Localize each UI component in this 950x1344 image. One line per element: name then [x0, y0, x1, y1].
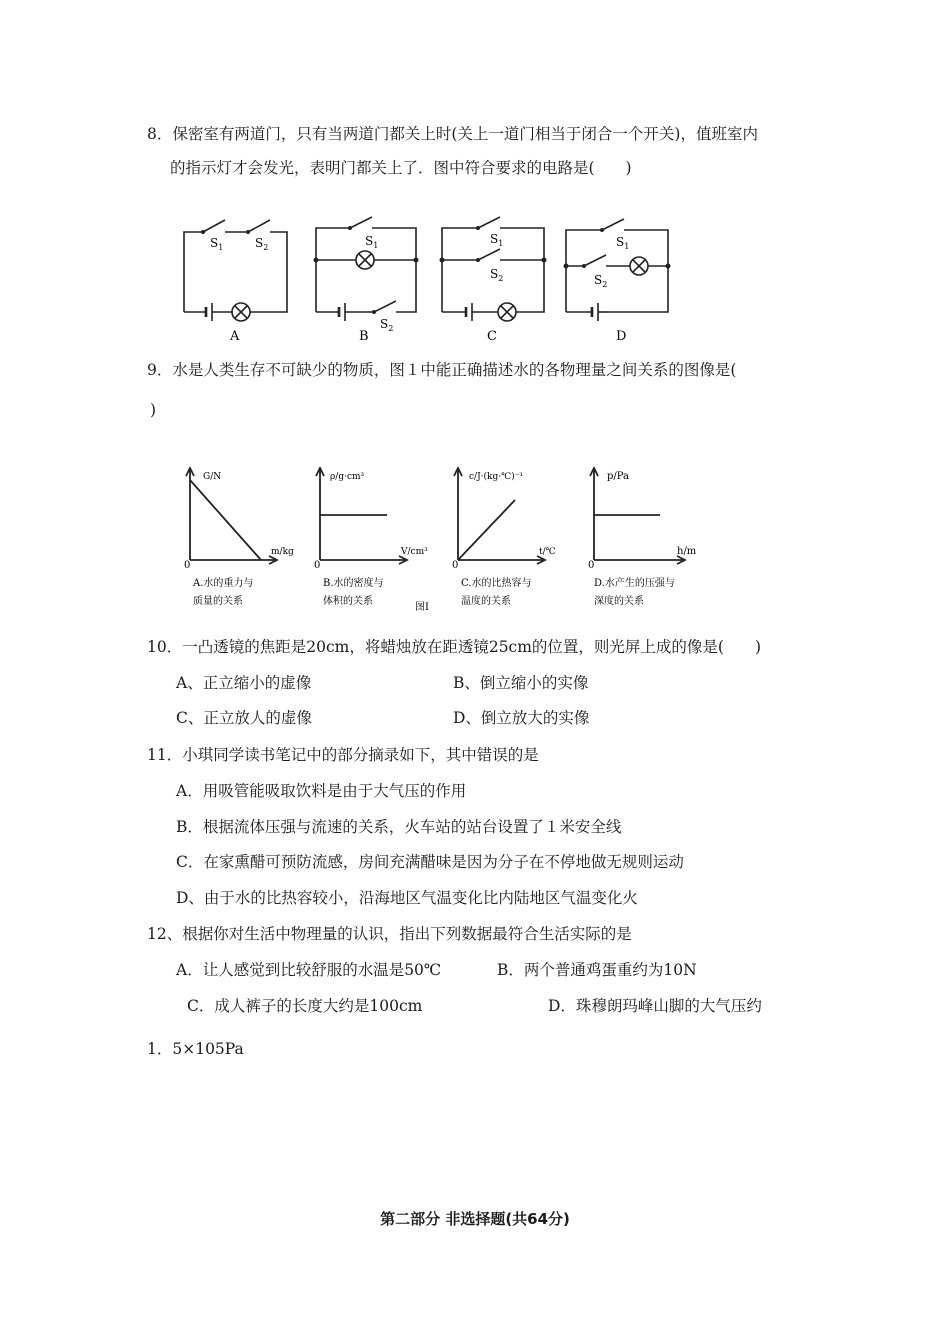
graph-d	[588, 468, 697, 607]
graph-b-origin: 0	[314, 560, 321, 571]
graph-b-caption1: B.水的密度与	[323, 578, 384, 589]
graph-a-xlabel: m/kg	[271, 547, 294, 557]
q12-option-d: D．珠穆朗玛峰山脚的大气压约	[548, 997, 762, 1015]
graph-c-origin: 0	[452, 560, 459, 571]
q12-option-c: C．成人裤子的长度大约是100cm	[187, 997, 423, 1015]
graph-a-origin: 0	[184, 560, 191, 571]
graph-b-caption2: 体积的关系	[323, 596, 373, 607]
circuit-c	[440, 217, 547, 344]
circuit-d	[564, 219, 671, 344]
graph-c-line	[458, 500, 515, 560]
circuit-diagrams	[170, 210, 690, 350]
circuit-a	[184, 220, 287, 344]
circuit-a-label: A	[230, 329, 240, 344]
graph-c-caption2: 温度的关系	[461, 596, 511, 607]
circuit-b-s2-label: $S_2$	[380, 317, 394, 333]
circuit-c-s1-label: $S_1$	[490, 232, 504, 248]
circuit-d-label: D	[616, 329, 627, 344]
circuit-a-s2-label: $S_2$	[255, 236, 269, 252]
graph-b-ylabel: ρ/g·cm³	[330, 472, 365, 482]
graph-c-ylabel: c/J·(kg·℃)⁻¹	[469, 472, 524, 482]
circuit-d-s2-label: $S_2$	[594, 273, 608, 289]
graph-d-origin: 0	[588, 560, 595, 571]
q11-option-a: A．用吸管能吸取饮料是由于大气压的作用	[176, 782, 467, 800]
q12-option-d-continued: 1．5×105Pa	[147, 1040, 244, 1058]
circuit-b	[314, 217, 419, 344]
q8-stem-line2: 的指示灯才会发光，表明门都关上了．图中符合要求的电路是( )	[170, 159, 632, 177]
graph-b-xlabel: V/cm³	[401, 547, 428, 557]
graph-a-caption2: 质量的关系	[193, 596, 243, 607]
circuit-c-label: C	[487, 329, 497, 344]
q9-stem-line1: 9．水是人类生存不可缺少的物质，图１中能正确描述水的各物理量之间关系的图像是(	[147, 361, 737, 379]
graph-c-caption1: C.水的比热容与	[461, 578, 532, 589]
q10-option-a: A、正立缩小的虚像	[176, 674, 312, 692]
graph-a-line	[190, 480, 261, 560]
q11-option-b: B．根据流体压强与流速的关系，火车站的站台设置了１米安全线	[176, 818, 622, 836]
q10-option-c: C、正立放人的虚像	[176, 709, 312, 727]
graph-d-caption1: D.水产生的压强与	[594, 578, 675, 589]
figure-label: 图Ⅰ	[415, 602, 429, 613]
graph-d-xlabel: h/m	[677, 546, 697, 557]
q10-stem: 10．一凸透镜的焦距是20cm，将蜡烛放在距透镜25cm的位置，则光屏上成的像是( )	[147, 638, 762, 656]
q12-option-b: B．两个普通鸡蛋重约为10N	[497, 961, 697, 979]
q12-option-a: A．让人感觉到比较舒服的水温是50℃	[176, 961, 442, 979]
q11-stem: 11．小琪同学读书笔记中的部分摘录如下，其中错误的是	[147, 746, 539, 764]
q10-option-b: B、倒立缩小的实像	[453, 674, 589, 692]
q8-stem-line1: 8．保密室有两道门，只有当两道门都关上时(关上一道门相当于闭合一个开关)，值班室内	[147, 125, 758, 143]
graph-c	[452, 468, 556, 607]
q12-stem: 12、根据你对生活中物理量的认识，指出下列数据最符合生活实际的是	[147, 925, 632, 943]
circuit-b-label: B	[359, 329, 369, 344]
circuit-d-s1-label: $S_1$	[616, 235, 630, 251]
graph-b	[314, 468, 428, 607]
water-graphs-figure	[175, 462, 715, 620]
q11-option-c: C．在家熏醋可预防流感，房间充满醋味是因为分子在不停地做无规则运动	[176, 853, 684, 871]
graph-c-xlabel: t/℃	[539, 547, 556, 557]
graph-a	[184, 468, 294, 607]
q11-option-d: D、由于水的比热容较小，沿海地区气温变化比内陆地区气温变化火	[176, 889, 638, 907]
q9-stem-line2: )	[150, 401, 157, 419]
circuit-b-s1-label: $S_1$	[365, 234, 379, 250]
graph-a-caption1: A.水的重力与	[193, 578, 254, 589]
section-title: 第二部分 非选择题(共64分)	[380, 1210, 570, 1228]
q10-option-d: D、倒立放大的实像	[453, 709, 590, 727]
graph-a-ylabel: G/N	[203, 472, 222, 482]
graph-d-caption2: 深度的关系	[594, 596, 644, 607]
circuit-a-s1-label: $S_1$	[210, 236, 224, 252]
graph-d-ylabel: p/Pa	[607, 471, 630, 482]
circuit-c-s2-label: $S_2$	[490, 267, 504, 283]
